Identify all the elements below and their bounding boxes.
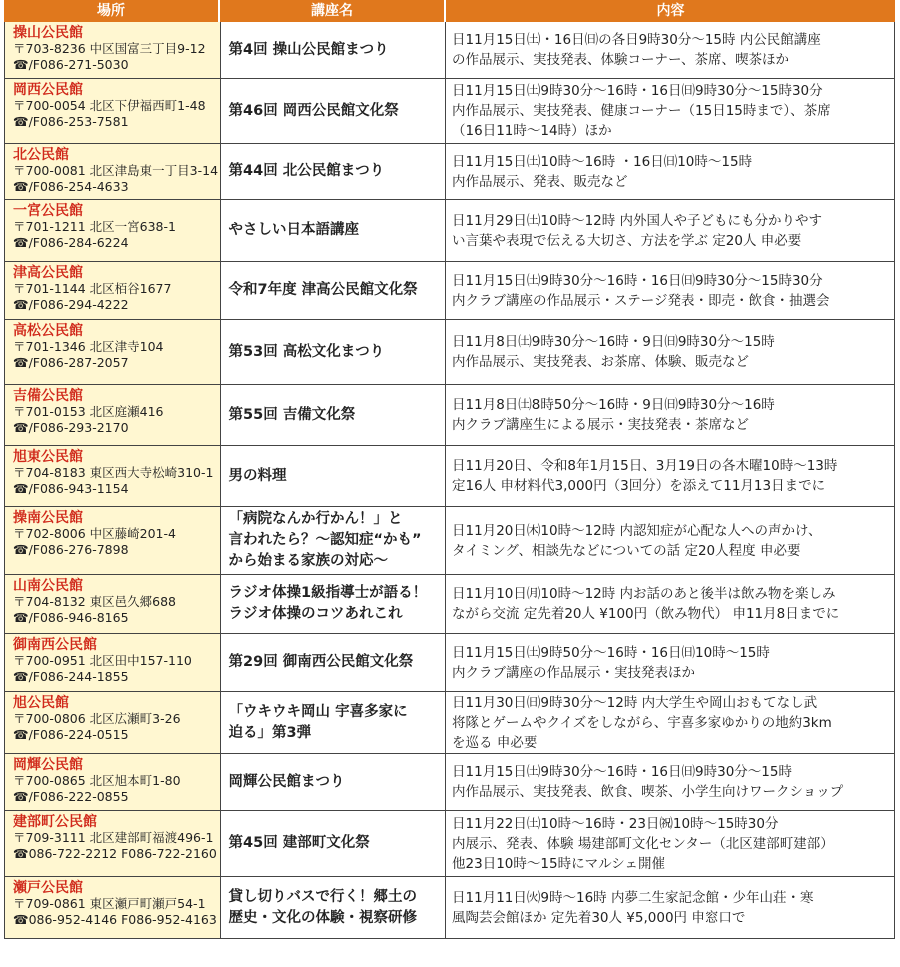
venue-address: 〒704-8132 東区邑久郷688 [13, 594, 177, 609]
header-course: 講座名 [220, 0, 446, 22]
event-detail: 日11月15日㈯・16日㈰の各日9時30分～15時 内公民館講座 の作品展示、実技発表、体験コーナー、茶席、喫茶ほか [452, 32, 821, 68]
venue-name: 一宮公民館 [13, 203, 83, 219]
venue-address: 〒703-8236 中区国富三丁目9-12 [13, 41, 206, 56]
detail-cell [446, 446, 894, 506]
course-title: 第45回 建部町文化祭 [228, 835, 370, 851]
place-cell [5, 446, 221, 506]
place-cell [5, 877, 221, 938]
table-row [4, 22, 895, 79]
detail-cell [446, 200, 894, 261]
venue-phone: ☎/F086-222-0855 [13, 789, 129, 804]
venue-address: 〒700-0865 北区旭本町1-80 [13, 773, 181, 788]
venue-address: 〒701-1346 北区津寺104 [13, 339, 164, 354]
venue-phone: ☎/F086-224-0515 [13, 727, 129, 742]
event-detail: 日11月10日㈪10時～12時 内お話のあと後半は飲み物を楽しみ ながら交流 定先着20人 ¥100円（飲み物代） 申11月8日までに [452, 586, 840, 622]
course-cell [221, 507, 447, 574]
place-cell [5, 385, 221, 445]
venue-name: 吉備公民館 [13, 388, 83, 404]
event-detail: 日11月8日㈯9時30分～16時・9日㈰9時30分～15時 内作品展示、実技発表、お茶席、体験、販売など [452, 334, 775, 370]
course-title: 第29回 御南西公民館文化祭 [228, 654, 414, 670]
table-row [4, 692, 895, 754]
course-title: 第53回 高松文化まつり [228, 343, 385, 360]
venue-name: 操南公民館 [13, 510, 83, 526]
table-row [4, 507, 895, 575]
detail-cell [446, 811, 894, 876]
course-cell [221, 575, 447, 633]
place-cell [5, 262, 221, 319]
event-detail: 日11月15日㈯9時30分～16時・16日㈰9時30分～15時 内作品展示、実技発表、飲食、喫茶、小学生向けワークショップ [452, 764, 844, 800]
venue-phone: ☎086-952-4146 F086-952-4163 [13, 912, 217, 927]
course-cell [221, 692, 447, 753]
table-row [4, 754, 895, 811]
course-title: 貸し切りバスで行く！郷土の 歴史・文化の体験・視察研修 [228, 888, 418, 926]
header-place: 場所 [4, 0, 220, 22]
venue-phone: ☎/F086-943-1154 [13, 481, 129, 496]
venue-phone: ☎/F086-271-5030 [13, 57, 129, 72]
place-cell [5, 754, 221, 810]
detail-cell [446, 262, 894, 319]
venue-name: 建部町公民館 [13, 814, 97, 830]
course-cell [221, 634, 447, 691]
table-row [4, 877, 895, 939]
event-detail: 日11月15日㈯10時～16時 ・16日㈰10時～15時 内作品展示、発表、販売など [452, 153, 753, 190]
venue-name: 御南西公民館 [13, 637, 97, 653]
event-detail: 日11月11日㈫9時～16時 内夢二生家記念館・少年山荘・寒 風陶芸会館ほか 定先着30人 ¥5,000円 申窓口で [452, 889, 814, 926]
header-detail: 内容 [446, 0, 895, 22]
event-table [4, 0, 895, 939]
detail-cell [446, 22, 894, 78]
course-title: 男の料理 [228, 467, 287, 484]
detail-cell [446, 320, 894, 384]
place-cell [5, 507, 221, 574]
course-cell [221, 79, 447, 143]
course-title: 第46回 岡西公民館文化祭 [228, 102, 399, 119]
course-cell [221, 877, 447, 938]
course-cell [221, 22, 447, 78]
place-cell [5, 320, 221, 384]
venue-name: 山南公民館 [13, 578, 83, 594]
venue-address: 〒701-1211 北区一宮638-1 [13, 219, 176, 234]
place-cell [5, 144, 221, 199]
table-row [4, 575, 895, 634]
event-detail: 日11月8日㈯8時50分～16時・9日㈰9時30分～16時 内クラブ講座生による展示・実技発表・茶席など [452, 397, 775, 433]
venue-address: 〒704-8183 東区西大寺松崎310-1 [13, 465, 214, 480]
course-title: 岡輝公民館まつり [228, 773, 345, 790]
venue-phone: ☎/F086-244-1855 [13, 669, 129, 684]
venue-address: 〒700-0951 北区田中157-110 [13, 653, 192, 668]
course-title: 第4回 操山公民館まつり [228, 41, 389, 58]
course-cell [221, 144, 447, 199]
detail-cell [446, 79, 894, 143]
venue-phone: ☎/F086-276-7898 [13, 542, 129, 557]
course-cell [221, 262, 447, 319]
venue-address: 〒701-0153 北区庭瀬416 [13, 404, 164, 419]
course-title: やさしい日本語講座 [228, 222, 360, 238]
table-row [4, 144, 895, 200]
course-cell [221, 320, 447, 384]
course-cell [221, 811, 447, 876]
detail-cell [446, 634, 894, 691]
table-row [4, 811, 895, 877]
detail-cell [446, 385, 894, 445]
detail-cell [446, 144, 894, 199]
course-title: 「病院なんか行かん！」と 言われたら？～認知症“かも” から始まる家族の対応～ [228, 511, 422, 569]
place-cell [5, 634, 221, 691]
course-title: 第44回 北公民館まつり [228, 163, 385, 179]
place-cell [5, 79, 221, 143]
course-cell [221, 200, 447, 261]
table-row [4, 634, 895, 692]
venue-name: 旭東公民館 [13, 449, 83, 465]
course-cell [221, 385, 447, 445]
venue-phone: ☎/F086-294-4222 [13, 297, 129, 312]
detail-cell [446, 575, 894, 633]
venue-phone: ☎/F086-946-8165 [13, 610, 129, 625]
venue-address: 〒700-0081 北区津島東一丁目3-14 [13, 163, 219, 178]
event-detail: 日11月15日㈯9時50分～16時・16日㈰10時～15時 内クラブ講座の作品展示・実技発表ほか [452, 644, 770, 681]
table-row [4, 79, 895, 144]
course-title: 第55回 吉備文化祭 [228, 406, 356, 423]
venue-phone: ☎/F086-254-4633 [13, 179, 129, 194]
detail-cell [446, 507, 894, 574]
place-cell [5, 811, 221, 876]
venue-address: 〒701-1144 北区栢谷1677 [13, 281, 172, 296]
venue-name: 高松公民館 [13, 323, 83, 339]
table-header [4, 0, 895, 22]
venue-address: 〒709-3111 北区建部町福渡496-1 [13, 830, 214, 845]
venue-name: 岡西公民館 [13, 82, 83, 98]
event-detail: 日11月15日㈯9時30分～16時・16日㈰9時30分～15時30分 内クラブ講座の作品展示・ステージ発表・即売・飲食・抽選会 [452, 272, 830, 309]
table-row [4, 262, 895, 320]
course-cell [221, 754, 447, 810]
event-detail: 日11月22日㈯10時～16時・23日㈷10時～15時30分 内展示、発表、体験 場建部町文化センター（北区建部町建部） 他23日10時～15時にマルシェ開催 [452, 815, 834, 872]
table-body [4, 22, 895, 939]
venue-phone: ☎086-722-2212 F086-722-2160 [13, 846, 217, 861]
detail-cell [446, 692, 894, 753]
place-cell [5, 200, 221, 261]
venue-name: 岡輝公民館 [13, 757, 83, 773]
event-detail: 日11月29日㈯10時～12時 内外国人や子どもにも分かりやす い言葉や表現で伝える大切さ、方法を学ぶ 定20人 申必要 [452, 212, 823, 249]
event-detail: 日11月20日㈭10時～12時 内認知症が心配な人への声かけ、 タイミング、相談先などについての話 定20人程度 申必要 [452, 522, 822, 559]
venue-phone: ☎/F086-284-6224 [13, 235, 129, 250]
venue-name: 瀬戸公民館 [13, 880, 83, 896]
venue-address: 〒702-8006 中区藤崎201-4 [13, 526, 176, 541]
course-title: 令和7年度 津高公民館文化祭 [228, 282, 418, 298]
venue-address: 〒700-0806 北区広瀬町3-26 [13, 711, 181, 726]
table-row [4, 446, 895, 507]
venue-name: 北公民館 [13, 147, 69, 163]
place-cell [5, 575, 221, 633]
venue-phone: ☎/F086-253-7581 [13, 114, 129, 129]
detail-cell [446, 877, 894, 938]
venue-name: 旭公民館 [13, 695, 69, 711]
course-cell [221, 446, 447, 506]
venue-address: 〒700-0054 北区下伊福西町1-48 [13, 98, 206, 113]
event-detail: 日11月20日、令和8年1月15日、3月19日の各木曜10時～13時 定16人 申材料代3,000円（3回分）を添えて11月13日までに [452, 458, 838, 494]
venue-address: 〒709-0861 東区瀬戸町瀬戸54-1 [13, 896, 206, 911]
table-row [4, 320, 895, 385]
event-detail: 日11月30日㈰9時30分～12時 内大学生や岡山おもてなし武 将隊とゲームやクイズをしながら、宇喜多家ゆかりの地約3km を巡る 申必要 [452, 694, 832, 751]
detail-cell [446, 754, 894, 810]
course-title: ラジオ体操1級指導士が語る！ ラジオ体操のコツあれこれ [228, 585, 428, 622]
event-detail: 日11月15日㈯9時30分～16時・16日㈰9時30分～15時30分 内作品展示、実技発表、健康コーナー（15日15時まで）、茶席 （16日11時～14時）ほか [452, 83, 831, 139]
table-row [4, 200, 895, 262]
venue-name: 津高公民館 [13, 265, 83, 281]
venue-name: 操山公民館 [13, 25, 83, 41]
place-cell [5, 692, 221, 753]
course-title: 「ウキウキ岡山 宇喜多家に 迫る」第3弾 [228, 703, 408, 741]
table-row [4, 385, 895, 446]
venue-phone: ☎/F086-293-2170 [13, 420, 129, 435]
venue-phone: ☎/F086-287-2057 [13, 355, 129, 370]
place-cell [5, 22, 221, 78]
